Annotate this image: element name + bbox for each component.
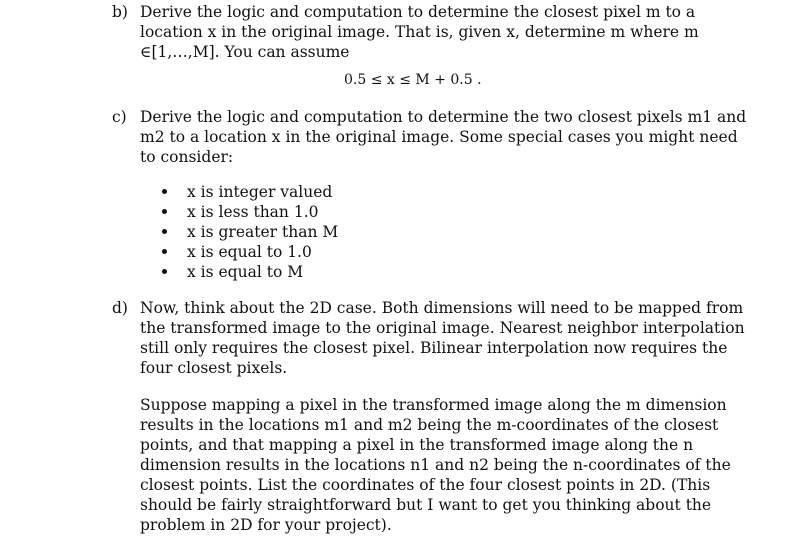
part-b-marker: b) xyxy=(112,3,128,21)
part-d-para2-line-4: dimension results in the locations n1 and n2 being the n-coordinates of the xyxy=(140,456,731,474)
part-d-paragraph-2 xyxy=(140,395,731,535)
list-item: x is equal to M xyxy=(162,262,338,282)
bullet-dot xyxy=(162,269,167,274)
list-item: x is integer valued xyxy=(162,182,338,202)
part-d-para2-line-7: problem in 2D for your project). xyxy=(140,516,392,534)
part-d-line-3: still only requires the closest pixel. Bilinear interpolation now requires the xyxy=(140,339,728,357)
part-c-text xyxy=(140,107,747,167)
range-formula: 0.5 ≤ x ≤ M + 0.5 . xyxy=(344,72,482,88)
part-c xyxy=(112,107,747,167)
part-d-para2-line-5: closest points. List the coordinates of the four closest points in 2D. (This xyxy=(140,476,711,494)
list-item: x is greater than M xyxy=(162,222,338,242)
part-d-para2-line-1: Suppose mapping a pixel in the transformed image along the m dimension xyxy=(140,396,727,414)
part-d xyxy=(112,298,745,378)
list-item: x is less than 1.0 xyxy=(162,202,338,222)
part-c-line-3: to consider: xyxy=(140,148,234,166)
part-c-marker: c) xyxy=(112,108,127,126)
part-b-line-3: ∈[1,…,M]. You can assume xyxy=(140,43,350,61)
bullet-dot xyxy=(162,249,167,254)
part-d-marker: d) xyxy=(112,299,128,317)
part-c-line-2: m2 to a location x in the original image. Some special cases you might need xyxy=(140,128,738,146)
part-d-line-4: four closest pixels. xyxy=(140,359,288,377)
part-b-line-1: Derive the logic and computation to determine the closest pixel m to a xyxy=(140,3,696,21)
part-c-line-1: Derive the logic and computation to determine the two closest pixels m1 and xyxy=(140,108,747,126)
bullet-dot xyxy=(162,189,167,194)
part-d-para2-line-2: results in the locations m1 and m2 being the m-coordinates of the closest xyxy=(140,416,719,434)
part-b-text xyxy=(140,2,699,62)
part-d-para2-line-3: points, and that mapping a pixel in the transformed image along the n xyxy=(140,436,694,454)
part-d-para2-line-6: should be fairly straightforward but I want to get you thinking about the xyxy=(140,496,712,514)
bullet-dot xyxy=(162,229,167,234)
special-cases-list xyxy=(162,182,338,282)
part-b-line-2: location x in the original image. That is, given x, determine m where m xyxy=(140,23,699,41)
list-item: x is equal to 1.0 xyxy=(162,242,338,262)
bullet-dot xyxy=(162,209,167,214)
part-d-line-2: the transformed image to the original image. Nearest neighbor interpolation xyxy=(140,319,745,337)
part-d-line-1: Now, think about the 2D case. Both dimensions will need to be mapped from xyxy=(140,299,744,317)
part-b xyxy=(112,2,699,62)
part-d-text xyxy=(140,298,745,378)
